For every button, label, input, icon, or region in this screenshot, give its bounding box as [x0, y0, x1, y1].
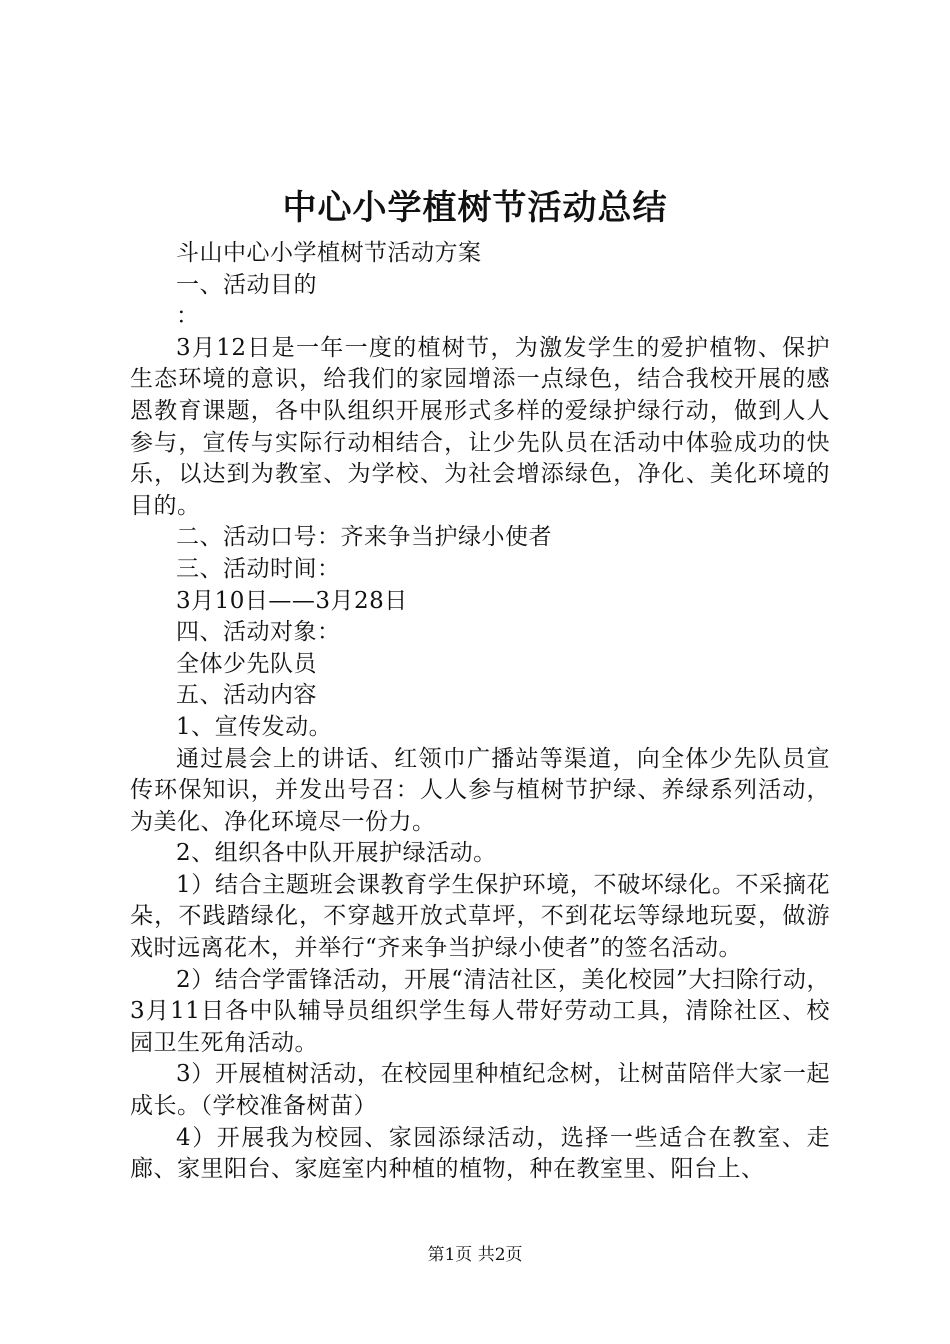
- heading-audience: 四、活动对象：: [176, 619, 341, 646]
- paragraph-item-2: 2）结合学雷锋活动，开展“清洁社区，美化校园”大扫除行动，3月11日各中队辅导员组织学生每人带好劳动工具，清除社区、校园卫生死角活动。: [130, 966, 830, 1056]
- heading-content: 五、活动内容: [176, 682, 317, 709]
- heading-purpose: 一、活动目的: [176, 271, 317, 298]
- paragraph-time-range: 3月10日——3月28日: [176, 587, 408, 614]
- paragraph-plan-title: 斗山中心小学植树节活动方案: [176, 240, 482, 266]
- paragraph-publicity-body: 通过晨会上的讲话、红领巾广播站等渠道，向全体少先队员宣传环保知识，并发出号召：人人参与植树节护绿、养绿系列活动，为美化、净化环境尽一份力。: [130, 745, 830, 835]
- paragraph-item-3: 3）开展植树活动，在校园里种植纪念树，让树苗陪伴大家一起成长。（学校准备树苗）: [130, 1061, 830, 1120]
- document-title: 中心小学植树节活动总结: [282, 188, 668, 228]
- paragraph-purpose-body: 3月12日是一年一度的植树节，为激发学生的爱护植物、保护生态环境的意识，给我们的家园增添一点绿色，结合我校开展的感恩教育课题，各中队组织开展形式多样的爱绿护绿行动，做到人人参与，宣传与实际行动相结合，让少先队员在活动中体验成功的快乐，以达到为教室、为学校、为社会增添绿色，净化、美化环境的目的。: [130, 334, 830, 519]
- paragraph-item-1: 1）结合主题班会课教育学生保护环境，不破坏绿化。不采摘花朵，不践踏绿化，不穿越开放式草坪，不到花坛等绿地玩耍，做游戏时远离花木，并举行“齐来争当护绿小使者”的签名活动。: [130, 871, 830, 962]
- heading-time: 三、活动时间：: [176, 555, 341, 582]
- paragraph-audience: 全体少先队员: [176, 650, 317, 677]
- heading-publicity: 1、宣传发动。: [176, 713, 333, 740]
- paragraph-item-4: 4）开展我为校园、家园添绿活动，选择一些适合在教室、走廊、家里阳台、家庭室内种植的植物，种在教室里、阳台上、: [130, 1124, 830, 1183]
- heading-slogan: 二、活动口号：齐来争当护绿小使者: [176, 524, 552, 551]
- paragraph-colon: ：: [176, 303, 200, 330]
- heading-organize: 2、组织各中队开展护绿活动。: [176, 840, 497, 867]
- page-footer: 第1页 共2页: [427, 1245, 523, 1265]
- document-body: [130, 238, 830, 1186]
